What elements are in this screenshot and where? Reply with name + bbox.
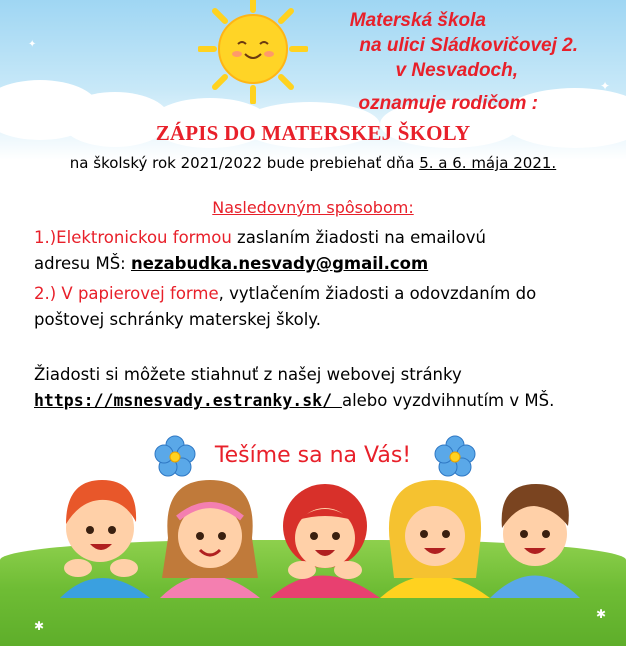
sparkle-icon: ✦	[14, 82, 28, 101]
kid-3	[270, 484, 380, 598]
option1-text: zaslaním žiadosti na emailovú	[231, 228, 486, 247]
school-header	[278, 8, 578, 116]
sparkle-icon: ✦	[600, 79, 611, 93]
enrollment-date: 5. a 6. mája 2021.	[419, 154, 557, 172]
sparkle-icon: ✱	[34, 619, 45, 633]
sparkle-icon: ✱	[596, 607, 607, 621]
kids-illustration	[50, 478, 580, 598]
kid-1	[60, 480, 150, 598]
option2-text2: poštovej schránky materskej školy.	[34, 310, 321, 329]
option-electronic	[34, 225, 614, 277]
sparkle-icon: ✦	[28, 39, 37, 50]
header-line-3: v Nesvadoch,	[395, 60, 518, 81]
option2-label: 2.) V papierovej forme	[34, 284, 219, 303]
option2-text: , vytlačením žiadosti a odovzdaním do	[218, 284, 537, 303]
closing-text: Tešíme sa na Vás!	[214, 443, 412, 468]
method-title: Nasledovným spôsobom:	[212, 198, 414, 217]
download-info	[34, 362, 614, 414]
option-paper	[34, 281, 614, 333]
header-line-4: oznamuje rodičom :	[358, 93, 538, 114]
header-line-2: na ulici Sládkovičovej 2.	[359, 35, 578, 56]
download-text: Žiadosti si môžete stiahnuť z našej webovej stránky	[34, 365, 462, 384]
kid-5	[490, 484, 580, 598]
kid-2	[160, 480, 260, 598]
subtitle-text: na školský rok 2021/2022 bude prebiehať dňa	[69, 154, 420, 172]
subtitle	[0, 154, 626, 172]
email-link[interactable]: nezabudka.nesvady@gmail.com	[130, 254, 429, 273]
sparkle-icon: ✦	[36, 105, 47, 119]
page-title: ZÁPIS DO MATERSKEJ ŠKOLY	[155, 121, 471, 145]
website-link[interactable]: https://msnesvady.estranky.sk/	[34, 391, 342, 410]
option1-text2: adresu MŠ:	[34, 254, 131, 273]
kid-4	[380, 480, 490, 598]
option1-label: 1.)Elektronickou formou	[34, 228, 232, 247]
header-line-1: Materská škola	[349, 10, 486, 31]
download-text2: alebo vyzdvihnutím v MŠ.	[341, 391, 555, 410]
